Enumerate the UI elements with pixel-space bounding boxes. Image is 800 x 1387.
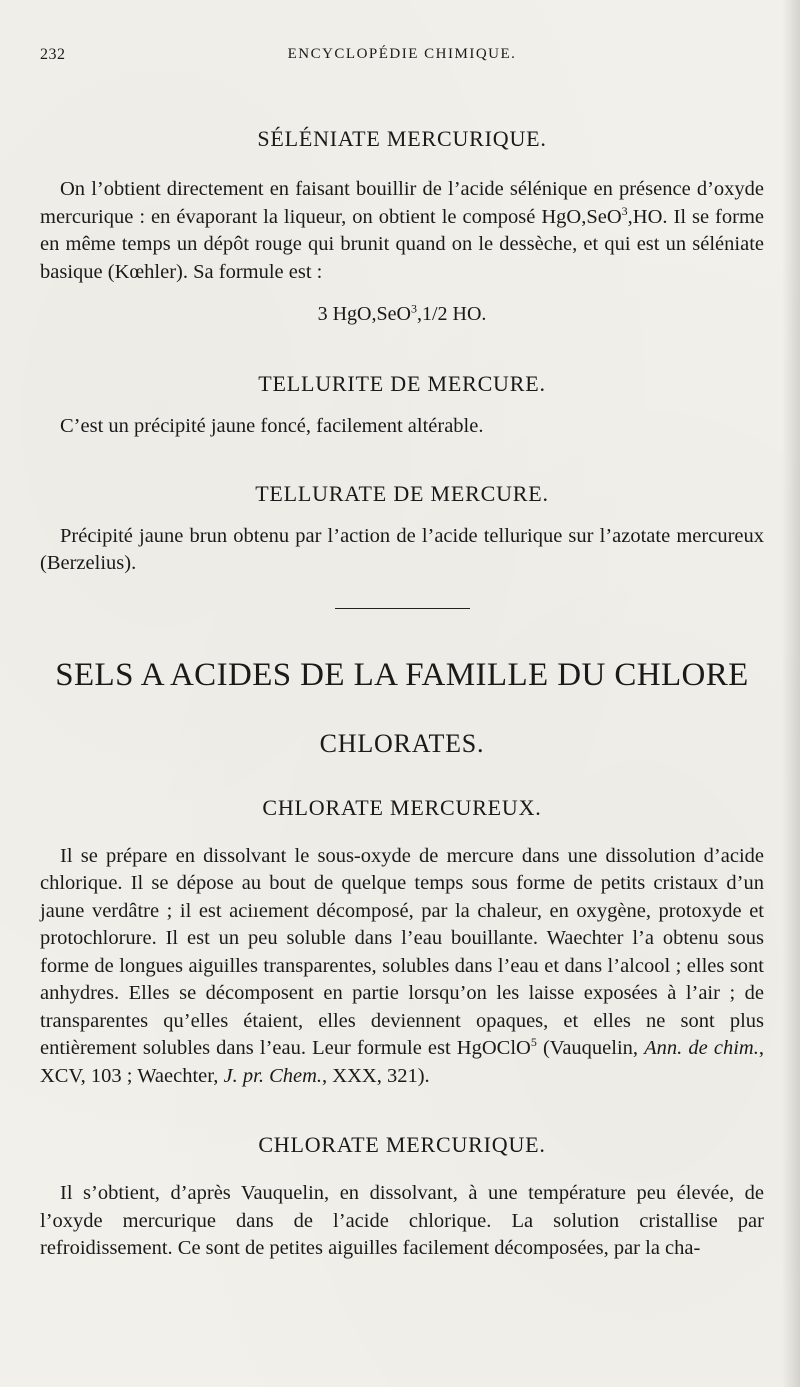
paragraph-seleniate-part-b: ,HO. Il se forme en même temps un dépôt rouge qui brunit quand on le dessèche, et qui est un séléniate basique (Kœhler). Sa formule est : <box>40 205 765 283</box>
superscript: 5 <box>530 1035 537 1050</box>
paragraph-tellurite: C’est un précipité jaune foncé, facilement altérable. <box>60 415 484 437</box>
paragraph-chlorate-mercureux-part-c: , XCV, 103 ; Waechter, <box>40 1037 764 1087</box>
paragraph-seleniate <box>40 176 764 286</box>
paragraph-seleniate-part-a: On l’obtient directement en faisant bouillir de l’acide sélénique en présence d’oxyde mercurique : en évaporant la liqueur, on obtient le composé HgO,SeO <box>40 178 764 228</box>
paragraph-chlorate-mercureux <box>40 843 764 1091</box>
paragraph-chlorate-mercureux-part-d: , XXX, 321). <box>322 1064 430 1087</box>
page-number: 232 <box>40 46 66 63</box>
chapter-title-chlorates: CHLORATES. <box>319 728 485 758</box>
separator-rule <box>335 608 470 609</box>
section-title-chlorate-mercurique: CHLORATE MERCURIQUE. <box>258 1132 546 1158</box>
paragraph-chlorate-mercureux-part-a: Il se prépare en dissolvant le sous-oxyde de mercure dans une dissolution d’acide chlorique. Il se dépose au bout de quelque temps sous forme de petits cristaux d’un jaune verdâtre ; il est aciıement décomposé, par la chaleur, en oxygène, protoxyde et protochlorure. Il est un peu soluble dans l’eau bouillante. Waechter l’a obtenu sous forme de longues aiguilles transparentes, solubles dans l’eau et dans l’alcool ; elles sont anhydres. Elles se décomposent en partie lorsqu’on les laisse exposées à l’air ; de transparentes qu’elles étaient, elles deviennent opaques, et elles ne sont plus entièrement solubles dans l’eau. Leur formule est HgOClO <box>40 844 764 1060</box>
formula-part-a: 3 HgO,SeO <box>317 303 411 325</box>
section-title-seleniate-mercurique: SÉLÉNIATE MERCURIQUE. <box>257 126 547 151</box>
section-title-tellurite: TELLURITE DE MERCURE. <box>258 371 546 396</box>
formula-part-b: ,1/2 HO. <box>416 303 487 325</box>
superscript: 3 <box>621 203 628 218</box>
citation-j-pr-chem: J. pr. Chem. <box>223 1064 323 1087</box>
formula-seleniate-basique <box>40 301 764 327</box>
part-title-chlore: SELS A ACIDES DE LA FAMILLE DU CHLORE <box>55 656 749 693</box>
page-edge-shadow <box>782 0 800 1387</box>
running-title: ENCYCLOPÉDIE CHIMIQUE. <box>287 46 517 62</box>
section-title-tellurate: TELLURATE DE MERCURE. <box>255 480 549 506</box>
paragraph-tellurate: Précipité jaune brun obtenu par l’action de l’acide tellurique sur l’azotate mercureux (Berzelius). <box>40 524 764 574</box>
citation-ann-de-chim: Ann. de chim. <box>644 1037 759 1060</box>
running-head <box>40 38 764 70</box>
paragraph-chlorate-mercurique: Il s’obtient, d’après Vauquelin, en dissolvant, à une température peu élevée, de l’oxyde mercurique dans de l’acide chlorique. La solution cristallise par refroidissement. Ce sont de petites aiguilles facilement décomposées, par la cha- <box>40 1182 764 1260</box>
paragraph-chlorate-mercureux-part-b: (Vauquelin, <box>536 1037 645 1060</box>
formula-superscript: 3 <box>410 301 417 316</box>
section-title-chlorate-mercureux: CHLORATE MERCUREUX. <box>262 794 542 820</box>
